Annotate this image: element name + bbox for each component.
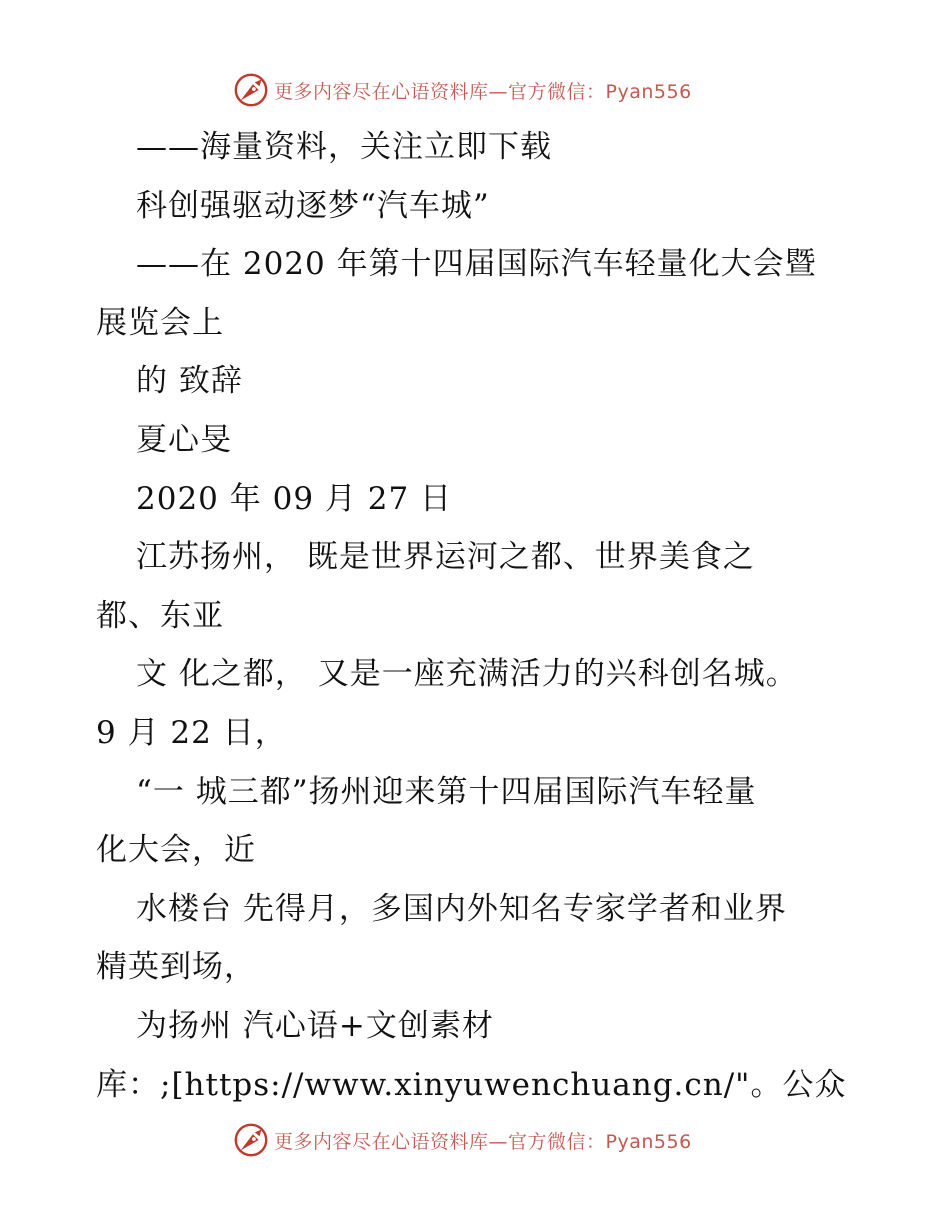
header-banner [232,70,692,110]
document-body [96,118,856,1114]
pen-nib-logo-icon [232,1121,270,1159]
document-line: 水楼台 先得月，多国内外知名专家学者和业界 [136,890,787,927]
document-line: 库：;[https://www.xinyuwenchuang.cn/"。公众 [96,1066,847,1103]
document-line: 夏心旻 [136,421,232,458]
footer-banner-text: 更多内容尽在心语资料库—官方微信：Pyan556 [274,1130,692,1153]
document-line: 9 月 22 日， [96,714,287,751]
document-line: 2020 年 09 月 27 日 [136,480,453,517]
footer-banner [232,1120,692,1160]
document-line: 展览会上 [96,304,224,341]
document-line: 的 致辞 [136,363,243,400]
document-line: 江苏扬州， 既是世界运河之都、世界美食之 [136,539,755,576]
document-line: 科创强驱动逐梦“汽车城” [136,187,490,224]
document-line: “一 城三都”扬州迎来第十四届国际汽车轻量 [136,773,757,810]
document-line: 化大会，近 [96,832,256,869]
document-line: ——在 2020 年第十四届国际汽车轻量化大会暨 [136,246,817,283]
document-line: 精英到场， [96,949,256,986]
header-banner-text: 更多内容尽在心语资料库—官方微信：Pyan556 [274,80,692,103]
document-line: 文 化之都， 又是一座充满活力的兴科创名城。 [136,656,798,693]
pen-nib-logo-icon [232,71,270,109]
document-line: ——海量资料，关注立即下载 [136,129,552,165]
document-line: 都、东亚 [96,597,224,634]
document-line: 为扬州 汽心语+文创素材 [136,1007,494,1044]
